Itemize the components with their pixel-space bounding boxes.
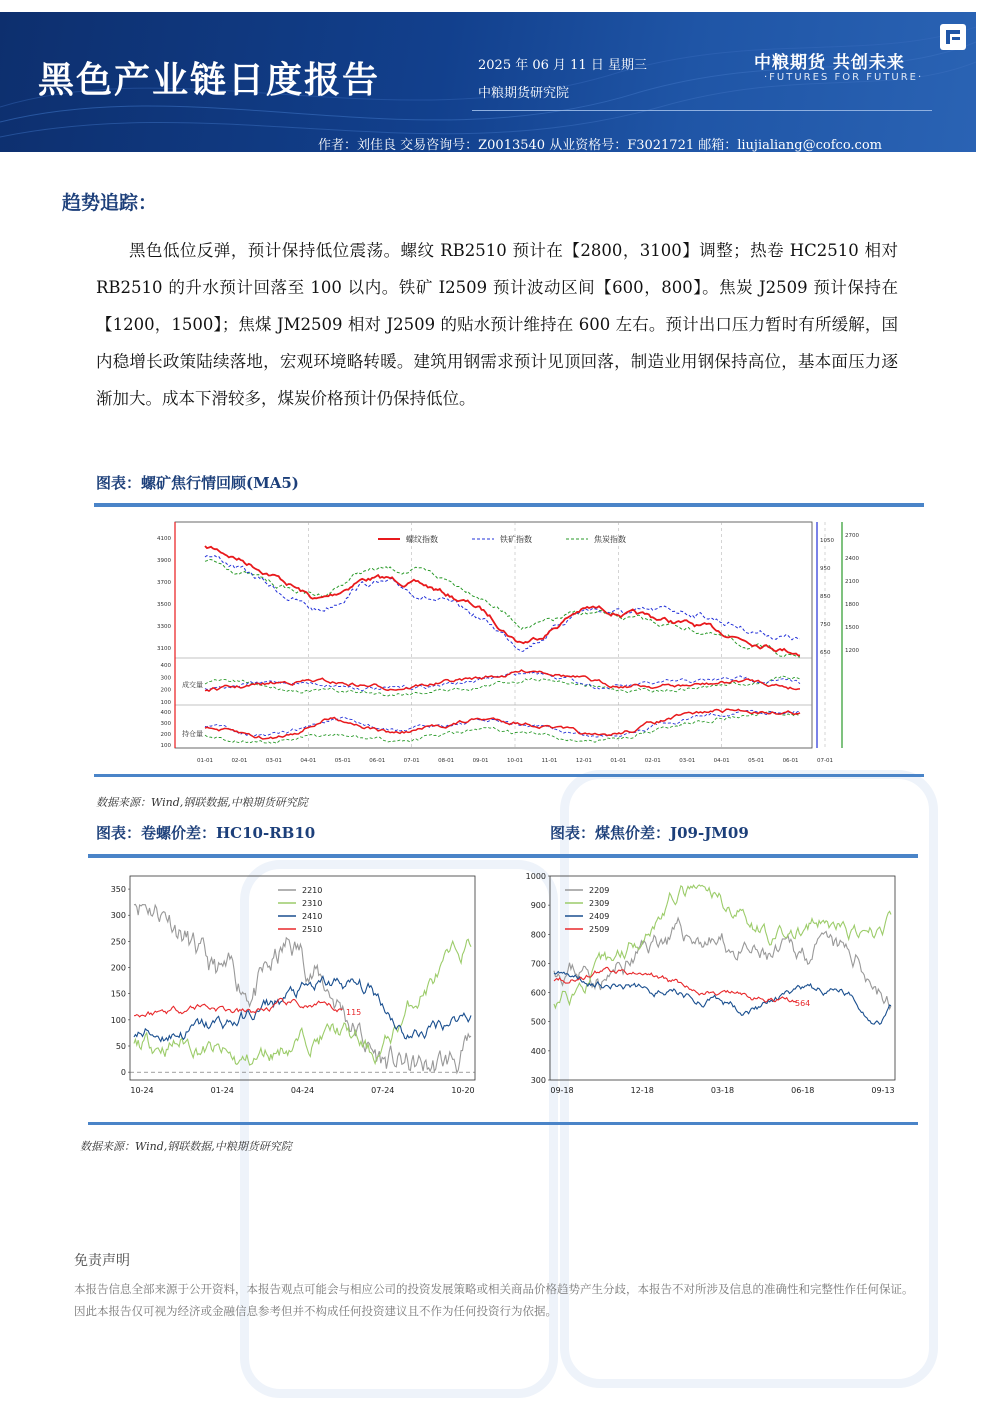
hc-rb-y-tick: 100 (110, 1015, 126, 1025)
chart1-legend-label: 铁矿指数 (500, 535, 532, 544)
chart1-x-tick: 10-01 (507, 758, 523, 764)
chart1-frame (175, 522, 812, 748)
report-title: 黑色产业链日度报告 (38, 59, 381, 101)
chart1-x-tick: 03-01 (265, 758, 282, 764)
chart1-y-tick: 200 (160, 732, 171, 738)
hc-rb-y-tick: 350 (110, 885, 126, 895)
author-info: 作者：刘佳良 交易咨询号：Z0013540 从业资格号：F3021721 邮箱：liujialiang@cofco.com (318, 138, 882, 152)
hc-rb-series-2510 (134, 998, 343, 1017)
figure1-top-rule (94, 503, 924, 507)
disclaimer-body: 本报告信息全部来源于公开资料，本报告观点可能会与相应公司的投资发展策略或相关商品价格趋势产生分歧，本报告不对所涉及信息的准确性和完整性作任何保证。因此本报告仅可视为经济或金融信息参考但并不构成任何投资建议且不作为任何投资行为依据。 (74, 1282, 914, 1318)
j-jm-y-tick: 400 (530, 1046, 546, 1056)
j-jm-legend-label: 2309 (589, 899, 610, 908)
ore-oi-line (205, 710, 800, 737)
chart1-y-tick: 3500 (157, 602, 171, 608)
chart1-x-tick: 01-01 (197, 758, 213, 764)
chart1-y-tick: 3300 (157, 624, 171, 630)
chart1-y-tick: 3100 (157, 646, 171, 652)
chart1-x-tick: 07-01 (817, 758, 833, 764)
chart1-x-tick: 07-01 (403, 758, 420, 764)
j-jm-legend-label: 2409 (589, 912, 610, 921)
chart1-y-tick-right: 1050 (820, 538, 834, 544)
chart1-x-tick: 03-01 (679, 758, 696, 764)
hc-rb-legend-label: 2410 (302, 912, 323, 921)
figure2-caption: 图表：卷螺价差：HC10-RB10 (96, 824, 316, 842)
j-jm-y-tick: 900 (530, 901, 546, 911)
chart1-x-tick: 05-01 (748, 758, 765, 764)
figure23-source: 数据来源：Wind,钢联数据,中粮期货研究院 (80, 1140, 292, 1153)
j-jm-y-tick: 700 (530, 959, 546, 969)
banner-divider (472, 110, 932, 111)
report-institute: 中粮期货研究院 (478, 86, 570, 101)
chart1-x-tick: 08-01 (438, 758, 455, 764)
figure1-caption: 图表：螺矿焦行情回顾(MA5) (96, 474, 299, 492)
hc-rb-x-tick: 01-24 (210, 1086, 234, 1095)
chart1-x-tick: 02-01 (644, 758, 661, 764)
chart1-y-tick-right: 2400 (845, 556, 859, 562)
j-jm-y-tick: 500 (530, 1017, 546, 1027)
hc-rb-y-tick: 50 (115, 1042, 126, 1051)
hc-rb-x-tick: 10-24 (130, 1086, 154, 1095)
figure23-bottom-rule (88, 1122, 918, 1125)
chart1-x-tick: 11-01 (541, 758, 558, 764)
chart1-y-tick-right: 1200 (845, 648, 859, 654)
chart1-y-tick-right: 750 (820, 622, 831, 628)
chart1-y-tick-right: 850 (820, 594, 831, 600)
chart1-y-tick: 400 (160, 663, 171, 669)
chart1-x-tick: 02-01 (231, 758, 248, 764)
company-slogan: ·FUTURES FOR FUTURE· (764, 72, 924, 83)
chart1-y-tick-right: 950 (820, 566, 831, 572)
figure23-top-rule (88, 854, 918, 858)
report-banner (0, 12, 976, 152)
hc-rb-y-tick: 200 (110, 963, 126, 973)
chart1-y-tick-right: 650 (820, 650, 831, 656)
chart1-x-tick: 05-01 (334, 758, 351, 764)
j-jm-y-tick: 800 (530, 930, 546, 940)
figure1-source: 数据来源：Wind,钢联数据,中粮期货研究院 (96, 796, 308, 809)
chart1-y-tick-right: 1500 (845, 625, 859, 631)
chart1-panel-label: 成交量 (182, 681, 203, 689)
chart1-y-tick: 200 (160, 687, 171, 694)
ore-index-line (205, 556, 800, 652)
j-jm-x-tick: 09-18 (550, 1086, 574, 1095)
hc-rb-spread-chart (100, 868, 480, 1118)
rebar-oi-line (205, 709, 800, 739)
j-jm-y-tick: 300 (530, 1076, 546, 1085)
hc-rb-annotation: 115 (346, 1008, 362, 1017)
disclaimer-title: 免责声明 (74, 1253, 130, 1269)
chart1-legend-label: 焦炭指数 (594, 535, 626, 544)
chart1-x-tick: 12-01 (575, 758, 592, 764)
hc-rb-x-tick: 07-24 (371, 1086, 395, 1095)
coke-volume-line (205, 676, 800, 696)
chart1-y-tick: 3700 (157, 580, 171, 586)
hc-rb-legend-label: 2310 (302, 899, 323, 908)
j-jm-x-tick: 09-13 (871, 1086, 895, 1095)
chart1-x-tick: 06-01 (782, 758, 799, 764)
coke-index-line (205, 559, 800, 657)
chart1-y-tick: 4100 (157, 536, 171, 542)
chart1-y-tick: 100 (160, 743, 171, 749)
j-jm-y-tick: 600 (530, 988, 546, 998)
chart1-y-tick: 3900 (157, 558, 171, 564)
chart1-y-tick: 300 (160, 721, 171, 727)
j-jm-annotation: 564 (795, 999, 811, 1009)
hc-rb-x-tick: 04-24 (290, 1086, 315, 1095)
chart1-x-tick: 06-01 (369, 758, 386, 764)
hc-rb-y-tick: 150 (110, 989, 126, 999)
j-jm-legend-label: 2509 (589, 925, 610, 934)
j-jm-x-tick: 03-18 (710, 1086, 735, 1095)
hc-rb-y-tick: 0 (120, 1068, 126, 1078)
chart1-y-tick: 300 (160, 675, 171, 682)
hc-rb-legend-label: 2510 (302, 925, 323, 934)
rebar-index-line (205, 546, 800, 656)
report-date: 2025 年 06 月 11 日 星期三 (478, 58, 647, 73)
chart1-legend-label: 螺纹指数 (406, 535, 438, 544)
j-jm-x-tick: 12-18 (630, 1086, 654, 1095)
hc-rb-legend-label: 2210 (302, 886, 323, 895)
chart1-y-tick: 100 (160, 700, 171, 706)
figure1-bottom-rule (94, 774, 924, 777)
hc-rb-x-tick: 10-20 (451, 1086, 475, 1095)
section-heading: 趋势追踪： (62, 192, 158, 214)
rebar-volume-line (205, 670, 800, 691)
chart1-panel-label: 持仓量 (182, 730, 203, 738)
j-jm-y-tick: 1000 (525, 872, 546, 881)
figure3-caption: 图表：煤焦价差：J09-JM09 (550, 824, 749, 842)
chart1-x-tick: 04-01 (300, 758, 317, 764)
chart1-x-tick: 09-01 (472, 758, 489, 764)
trend-paragraph: 黑色低位反弹，预计保持低位震荡。螺纹 RB2510 预计在【2800，3100】调整；热卷 HC2510 相对 RB2510 的升水预计回落至 100 以内。铁矿 I2509 预计波动区间【600，800】。焦炭 J2509 预计保持在【1200，1500】；焦煤 JM2509 相对 J2509 的贴水预计维持在 600 左右。预计出口压力暂时有所缓解，国内稳增长政策陆续落地，宏观环境略转暖。建筑用钢需求预计见顶回落，制造业用钢保持高位，基本面压力逐渐加大。成本下滑较多，煤炭价格预计仍保持低位。 (96, 241, 898, 408)
j-jm-x-tick: 06-18 (791, 1086, 815, 1095)
chart1-y-tick-right: 2700 (845, 533, 859, 539)
chart1-x-tick: 01-01 (610, 758, 627, 764)
ore-volume-line (205, 672, 800, 691)
chart1-x-tick: 04-01 (713, 758, 730, 764)
hc-rb-y-tick: 300 (110, 911, 126, 921)
coke-oi-line (205, 711, 800, 743)
j-jm-legend-label: 2209 (589, 886, 610, 895)
hc-rb-y-tick: 250 (110, 937, 126, 947)
chart1-y-tick-right: 2100 (845, 579, 859, 585)
company-logo-text: 中粮期货 共创未来 (754, 53, 905, 73)
chart1-y-tick-right: 1800 (845, 602, 859, 608)
chart1-y-tick: 400 (160, 710, 171, 716)
company-logo-icon (940, 24, 966, 50)
j-jm-spread-chart (520, 868, 900, 1118)
